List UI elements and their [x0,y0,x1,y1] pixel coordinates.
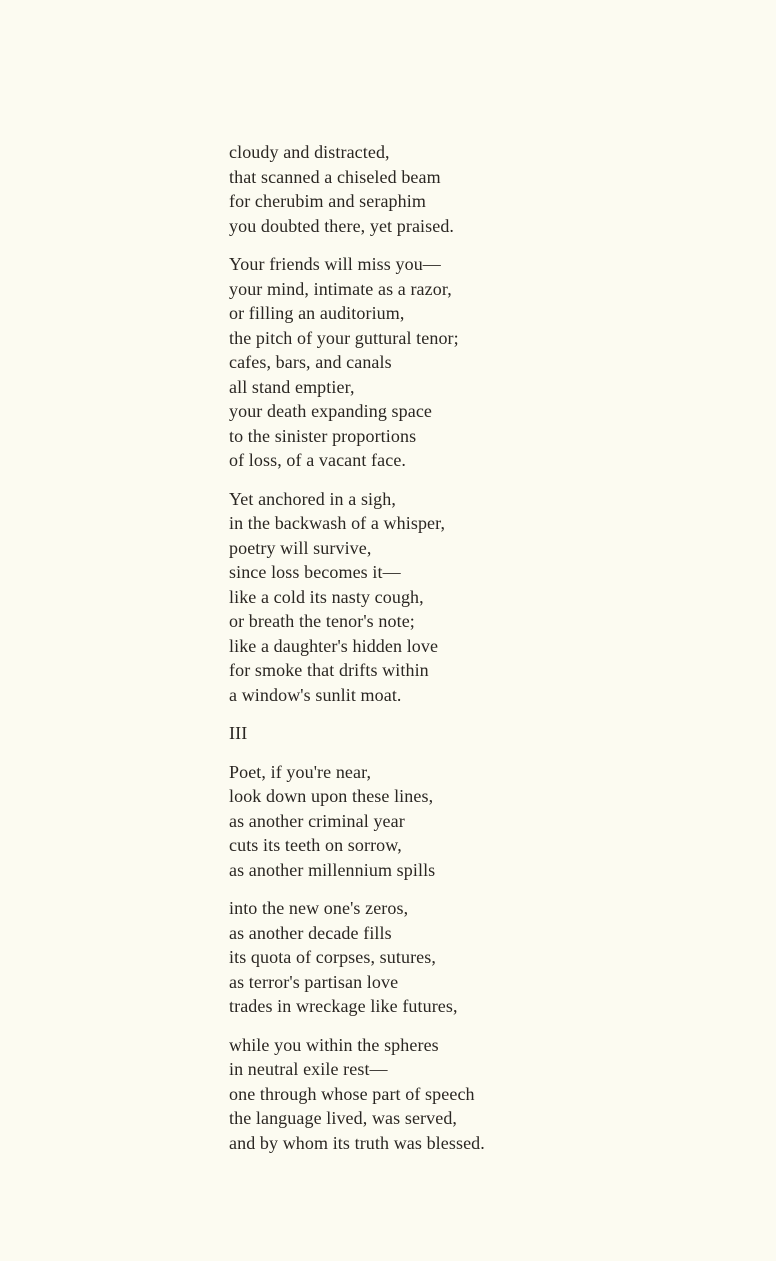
poem-line: Your friends will miss you— [229,254,441,274]
poem-line: of loss, of a vacant face. [229,450,407,470]
poem-line: like a daughter's hidden love [229,635,439,656]
poem-line: or filling an auditorium, [229,303,405,323]
poem-line: like a cold its nasty cough, [229,586,424,607]
poem-line: for cherubim and seraphim [229,191,426,211]
poem-line: and by whom its truth was blessed. [229,1132,485,1153]
poem-line: all stand emptier, [229,376,355,397]
poem-line: cafes, bars, and canals [229,352,392,372]
poem-line: look down upon these lines, [229,786,434,806]
poem-line: for smoke that drifts within [229,660,429,680]
poem-line: as another decade fills [229,922,392,943]
poem-line: one through whose part of speech [229,1083,475,1104]
poem-line: your death expanding space [229,401,433,421]
poem-line: a window's sunlit moat. [229,684,402,705]
poem-line: cloudy and distracted, [229,142,390,162]
poem-line: cuts its teeth on sorrow, [229,835,402,855]
stanza-4 [229,760,749,883]
poem-line: in neutral exile rest— [229,1059,388,1079]
stanza-2 [229,252,749,473]
stanza-6 [229,1033,749,1156]
poem-line: your mind, intimate as a razor, [229,278,452,299]
poem-line: the language lived, was served, [229,1108,458,1128]
poem-line: Yet anchored in a sigh, [229,488,396,509]
poem-line: since loss becomes it— [229,562,401,582]
poem-line: its quota of corpses, sutures, [229,947,436,967]
poem-line: trades in wreckage like futures, [229,996,458,1016]
poem-text [229,140,749,1169]
poem-line: in the backwash of a whisper, [229,513,446,533]
poem-line: you doubted there, yet praised. [229,215,455,236]
poem-line: that scanned a chiseled beam [229,166,441,187]
poem-line: the pitch of your guttural tenor; [229,327,459,348]
stanza-5 [229,896,749,1019]
poem-line: to the sinister proportions [229,425,417,446]
poem-line: poetry will survive, [229,537,372,558]
poem-line: while you within the spheres [229,1034,439,1055]
poem-line: or breath the tenor's note; [229,611,415,631]
poem-line: as terror's partisan love [229,971,399,992]
stanza-1 [229,140,749,238]
section-heading: III [229,723,248,743]
poem-line: Poet, if you're near, [229,761,372,782]
poem-line: as another criminal year [229,810,405,831]
stanza-3 [229,487,749,708]
poem-line: as another millennium spills [229,859,436,880]
poem-line: into the new one's zeros, [229,898,409,918]
